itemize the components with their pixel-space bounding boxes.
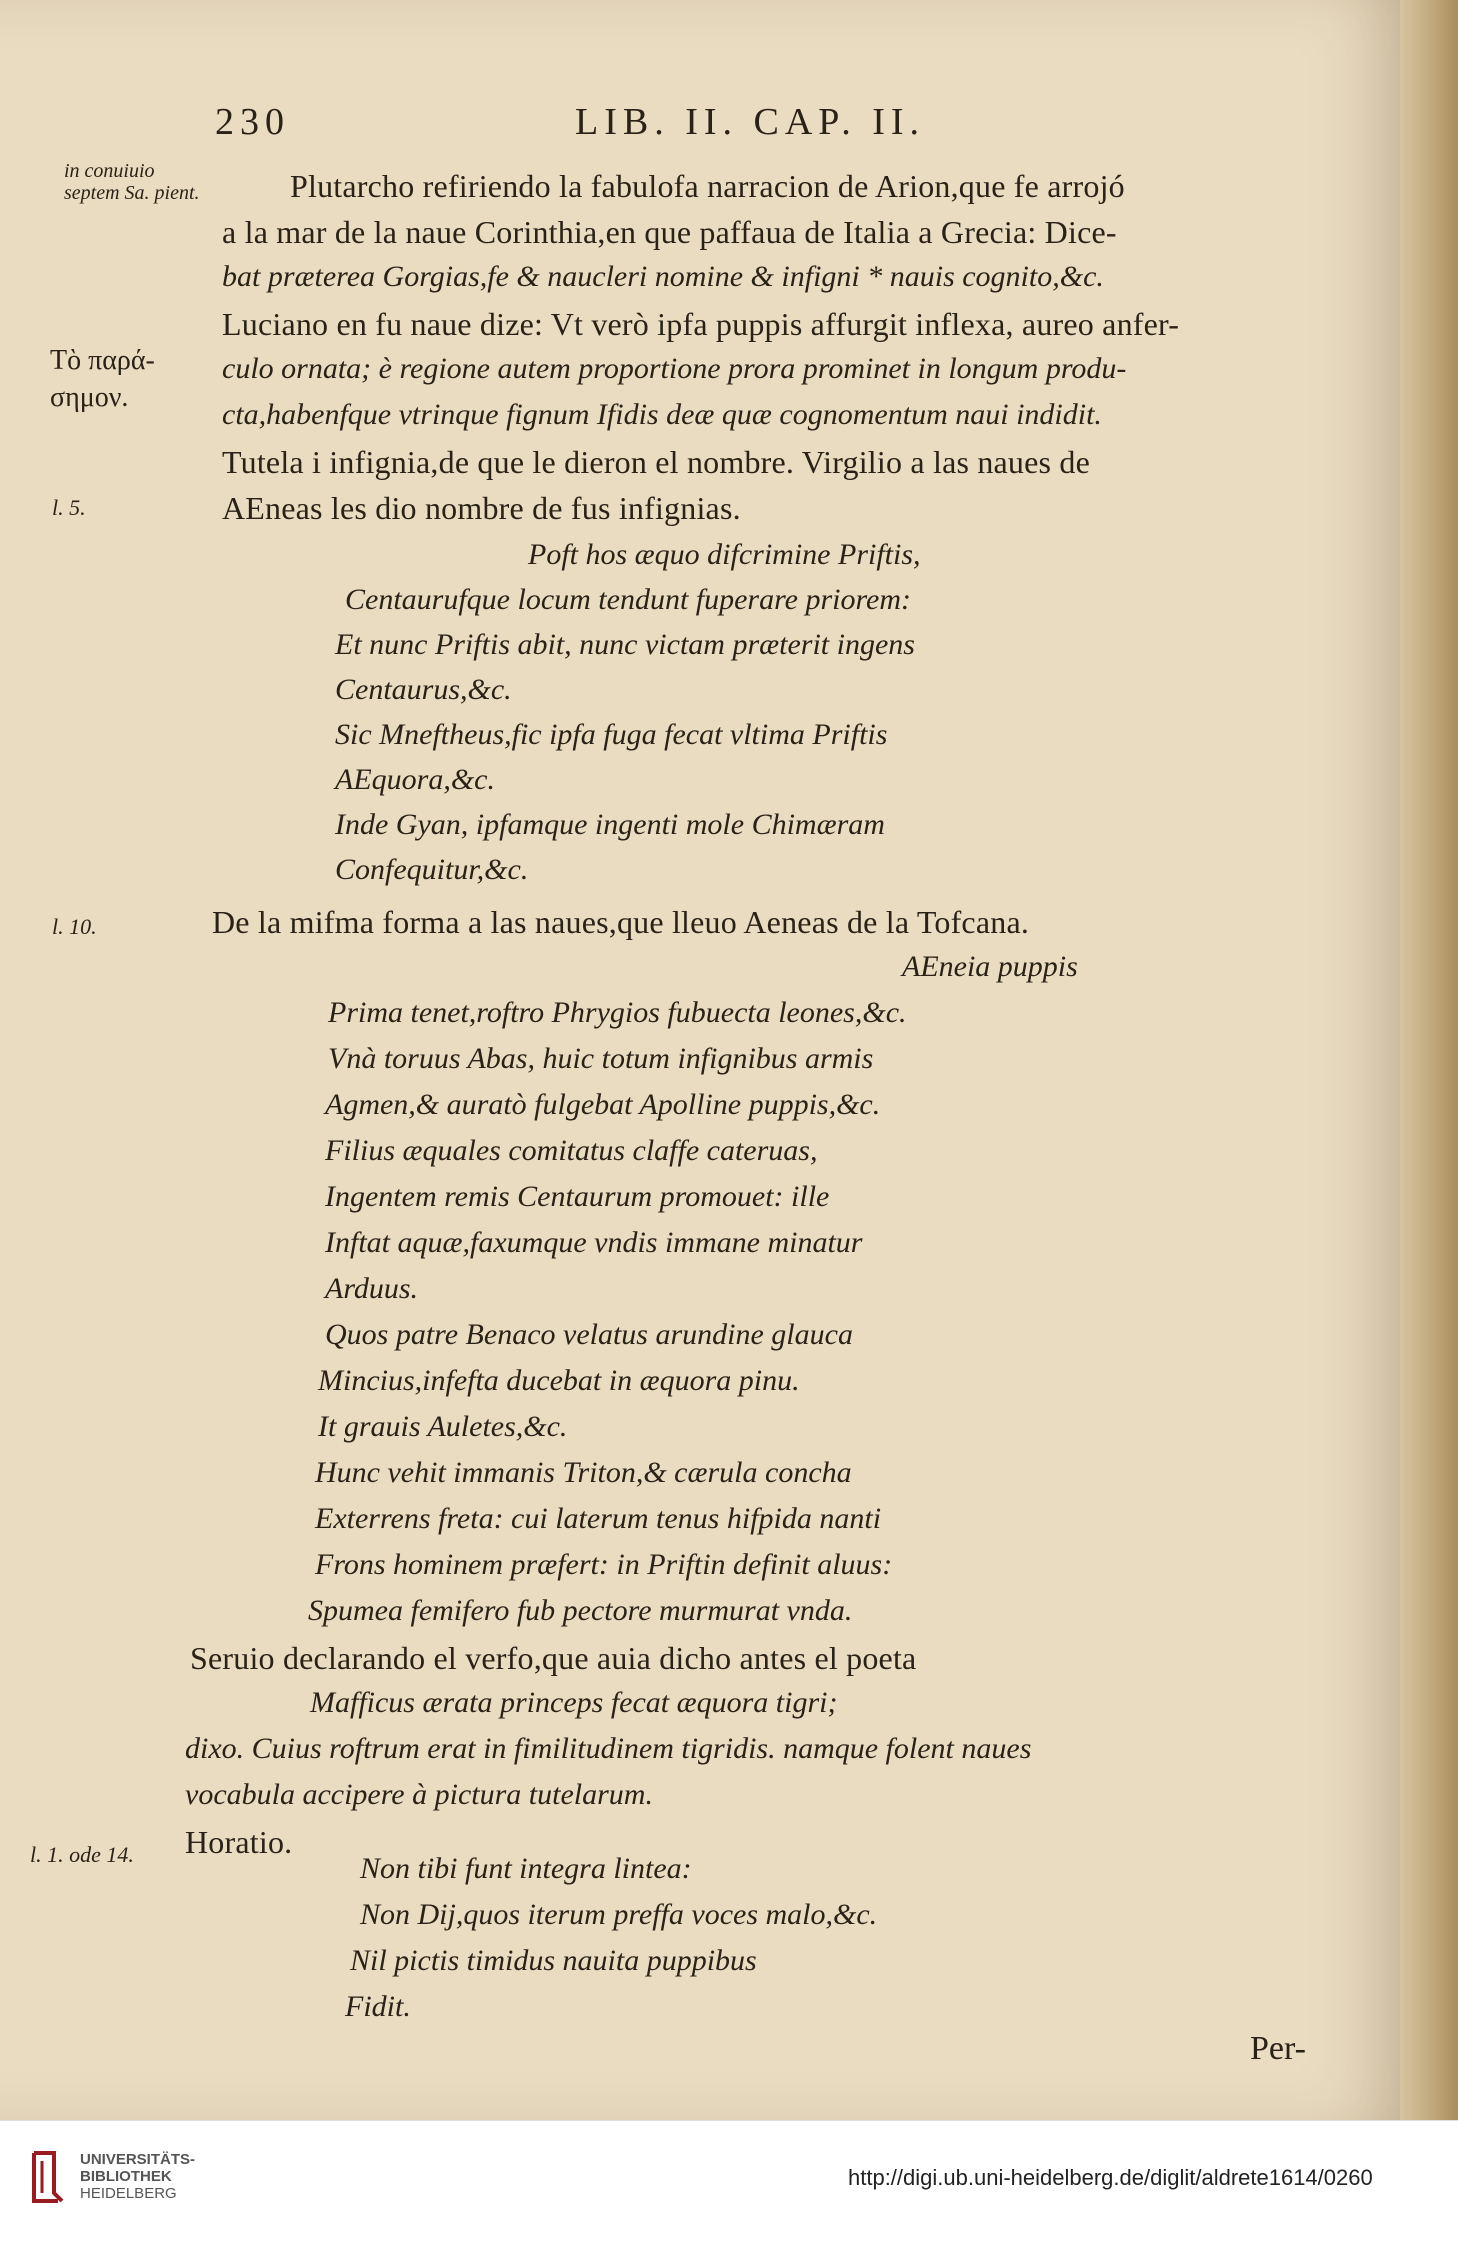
verse-line: Agmen,& auratò fulgebat Apolline puppis,&c. [325,1088,881,1121]
text-line: bat præterea Gorgias,fe & naucleri nomine & infigni * nauis cognito,&c. [222,260,1104,293]
page-number: 230 [215,101,290,143]
text-line: vocabula accipere à pictura tutelarum. [185,1778,653,1811]
text-line: Seruio declarando el verfo,que auia dicho antes el poeta [190,1640,917,1676]
margin-note-l5: l. 5. [52,495,86,520]
verse-line: Mafficus ærata princeps fecat æquora tigri; [310,1686,838,1719]
verse-line: Arduus. [325,1272,419,1305]
library-name [80,2151,195,2202]
text-line: a la mar de la naue Corinthia,en que paffaua de Italia a Grecia: Dice- [222,214,1117,250]
margin-note-greek-1: Τὸ παρά- [50,345,155,376]
text-line: AEneas les dio nombre de fus infignias. [222,490,741,526]
verse-line: Inftat aquæ,faxumque vndis immane minatur [325,1226,863,1259]
verse-line: Ingentem remis Centaurum promouet: ille [325,1180,830,1213]
verse-line: It grauis Auletes,&c. [318,1410,568,1443]
library-logo-icon [28,2147,68,2207]
catchword: Per- [1250,2030,1306,2067]
verse-line: Fidit. [345,1990,411,2023]
verse-line: Confequitur,&c. [335,853,529,886]
library-name-line: HEIDELBERG [80,2185,177,2202]
verse-line: Hunc vehit immanis Triton,& cærula concha [315,1456,852,1489]
verse-line: AEneia puppis [902,950,1078,983]
verse-line: Et nunc Priftis abit, nunc victam præterit ingens [335,628,915,661]
margin-note-ode14: l. 1. ode 14. [30,1842,134,1867]
text-line: cta,habenfque vtrinque fignum Ifidis deæ quæ cognomentum naui indidit. [222,398,1102,431]
text-line: Horatio. [185,1824,293,1860]
text-line: dixo. Cuius roftrum erat in fimilitudinem tigridis. namque folent naues [185,1732,1032,1765]
source-url-link[interactable]: http://digi.ub.uni-heidelberg.de/diglit/aldrete1614/0260 [848,2165,1373,2190]
verse-line: Non Dij,quos iterum preffa voces malo,&c. [360,1898,878,1931]
verse-line: Quos patre Benaco velatus arundine glauca [325,1318,853,1351]
verse-line: Non tibi funt integra lintea: [360,1852,692,1885]
verse-line: Centaurus,&c. [335,673,512,706]
verse-line: Filius æquales comitatus claffe cateruas, [325,1134,818,1167]
text-line: culo ornata; è regione autem proportione prora prominet in longum produ- [222,352,1127,385]
library-name-line: BIBLIOTHEK [80,2168,172,2185]
verse-line: Vnà toruus Abas, huic totum infignibus armis [328,1042,874,1075]
verse-line: Exterrens freta: cui laterum tenus hifpida nanti [315,1502,882,1535]
verse-line: Prima tenet,roftro Phrygios fubuecta leones,&c. [328,996,907,1029]
verse-line: Spumea femifero fub pectore murmurat vnda. [308,1594,853,1627]
text-line: Plutarcho refiriendo la fabulofa narracion de Arion,que fe arrojó [290,168,1125,204]
running-title: LIB. II. CAP. II. [575,101,926,143]
library-name-line: UNIVERSITÄTS- [80,2151,196,2168]
verse-line: Mincius,infefta ducebat in æquora pinu. [318,1364,800,1397]
verse-line: Sic Mneftheus,fic ipfa fuga fecat vltima Priftis [335,718,888,751]
margin-note-l10: l. 10. [52,914,97,939]
verse-line: Poft hos æquo difcrimine Priftis, [528,538,921,571]
text-line: De la mifma forma a las naues,que lleuo Aeneas de la Tofcana. [212,904,1030,940]
verse-line: Inde Gyan, ipfamque ingenti mole Chimæram [335,808,885,841]
text-line: Luciano en fu naue dize: Vt verò ipfa puppis affurgit inflexa, aureo anfer- [222,306,1180,342]
verse-line: Centaurufque locum tendunt fuperare priorem: [345,583,912,616]
verse-line: Nil pictis timidus nauita puppibus [350,1944,757,1977]
footer-bar [0,2120,1458,2243]
margin-note-conuiuio: in conuiuio septem Sa. pient. [64,160,200,204]
verse-line: Frons hominem præfert: in Priftin definit aluus: [315,1548,893,1581]
page-edge-shadow [1400,0,1458,2120]
text-line: Tutela i infignia,de que le dieron el nombre. Virgilio a las naues de [222,444,1090,480]
verse-line: AEquora,&c. [335,763,495,796]
margin-note-greek-2: σημον. [50,382,129,413]
